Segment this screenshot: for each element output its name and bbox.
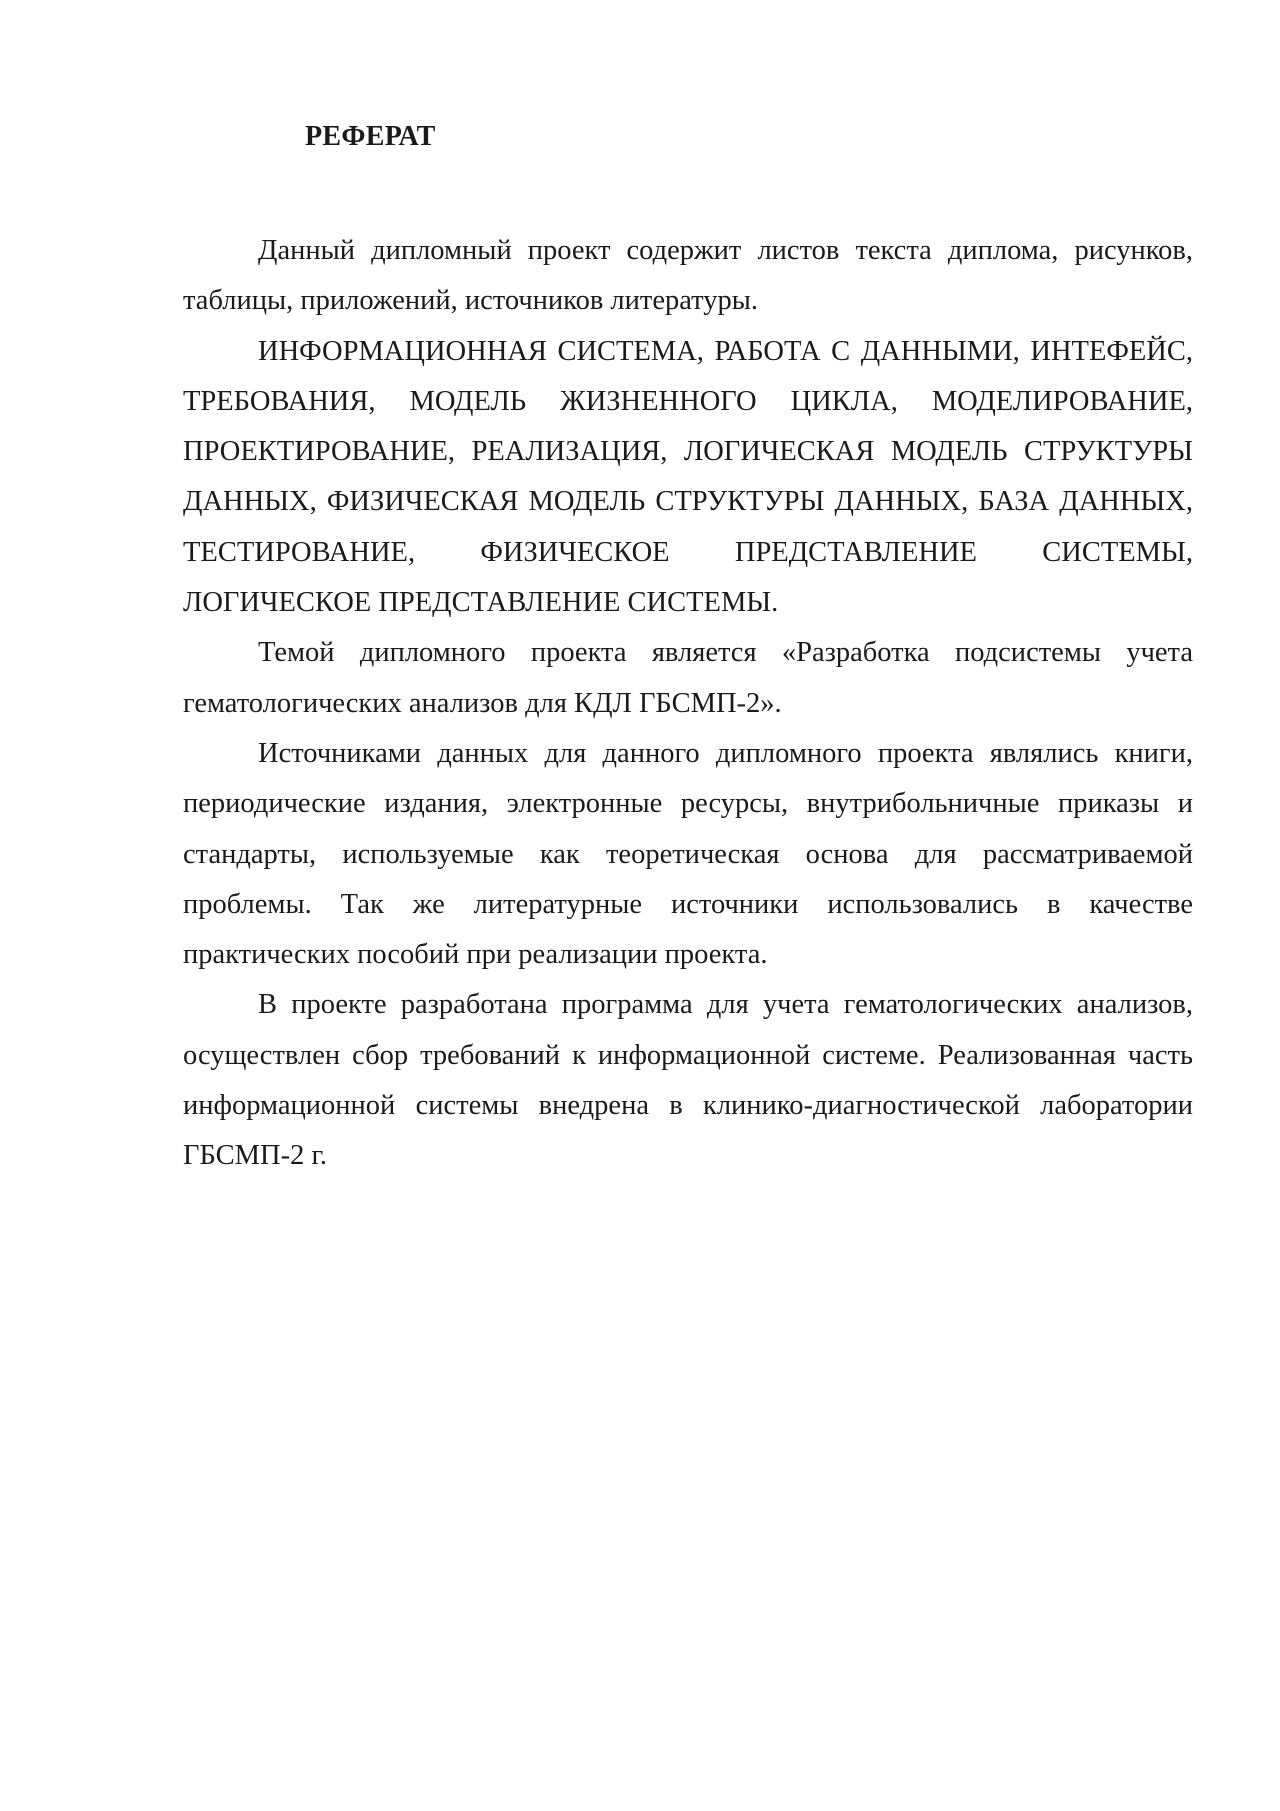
page-title: РЕФЕРАТ [305,121,436,152]
paragraph-summary: Данный дипломный проект содержит листов текста диплома, рисунков, таблицы, приложений, источников литературы. [183,235,1193,317]
document-body [183,226,1193,1182]
paragraph-topic: Темой дипломного проекта является «Разработка подсистемы учета гематологических анализов для КДЛ ГБСМП-2». [183,637,1193,719]
paragraph-sources: Источниками данных для данного дипломного проекта являлись книги, периодические издания, электронные ресурсы, внутрибольничные приказы и стандарты, используемые как теоретическая основа для рассматриваемой проблемы. Так же литературные источники использовались в качестве практических пособий при реализации проекта. [183,737,1193,971]
paragraph-keywords: ИНФОРМАЦИОННАЯ СИСТЕМА, РАБОТА С ДАННЫМИ, ИНТЕФЕЙС, ТРЕБОВАНИЯ, МОДЕЛЬ ЖИЗНЕННОГО ЦИКЛА, МОДЕЛИРОВАНИЕ, ПРОЕКТИРОВАНИЕ, РЕАЛИЗАЦИЯ, ЛОГИЧЕСКАЯ МОДЕЛЬ СТРУКТУРЫ ДАННЫХ, ФИЗИЧЕСКАЯ МОДЕЛЬ СТРУКТУРЫ ДАННЫХ, БАЗА ДАННЫХ, ТЕСТИРОВАНИЕ, ФИЗИЧЕСКОЕ ПРЕДСТАВЛЕНИЕ СИСТЕМЫ, ЛОГИЧЕСКОЕ ПРЕДСТАВЛЕНИЕ СИСТЕМЫ. [183,335,1193,619]
paragraph-results: В проекте разработана программа для учета гематологических анализов, осуществлен сбор требований к информационной системе. Реализованная часть информационной системы внедрена в клинико-диагностической лаборатории ГБСМП-2 г. [183,989,1193,1172]
